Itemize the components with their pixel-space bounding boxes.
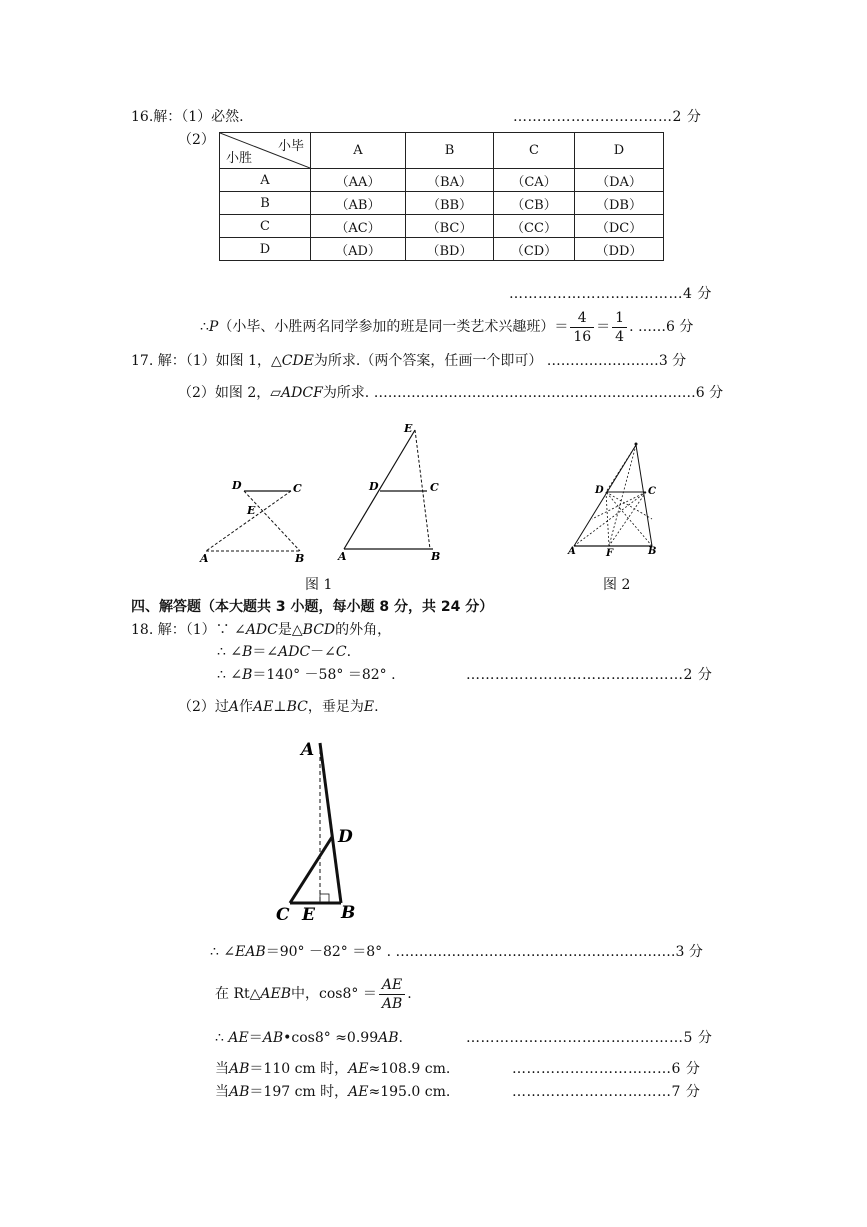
prob-text: （小毕、小胜两名同学参加的班是同一类艺术兴趣班）＝ [218,319,569,335]
q17-line1: 17. 解：（1）如图 1，△CDE为所求.（两个答案，任画一个即可） ……………………3 分 [131,353,687,369]
figure2-caption: 图 2 [603,577,631,593]
q18-text: 作 [239,699,254,715]
section-4-heading: 四、解答题（本大题共 3 小题，每小题 8 分，共 24 分） [131,599,494,615]
q18-text: ∴ ∠ [217,667,243,683]
label-C: C [293,482,302,495]
label-A: A [338,550,347,563]
q16-score3: 6 分 [666,319,694,335]
frac-den: 4 [615,328,625,345]
col-header: B [406,133,494,169]
q18-score2: 3 分 [675,944,703,960]
label-B: B [341,903,356,923]
q18-var: EAB [235,944,266,960]
q18-var: ADC [245,622,278,638]
q18-text: 中，cos8° ＝ [291,986,377,1002]
q18-var: AB [378,1030,399,1046]
label-D: D [369,480,379,493]
q16-score2-leader: ………………………………4 分 [509,286,712,302]
q18-line7 [215,1029,403,1047]
table-cell: （DA） [575,169,664,192]
q17-text: 为所求. [322,385,370,401]
table-cell: （BC） [406,215,494,238]
label-A: A [200,552,209,565]
q18-text: ＝110 cm 时， [249,1061,349,1077]
table-cell: （DC） [575,215,664,238]
q18-text: •cos8° ≈0.99 [283,1030,379,1046]
frac-den: AB [381,995,403,1012]
q18-text: ＝ [248,1030,263,1046]
row-header: C [220,215,311,238]
q18-var: AE [348,1084,369,1100]
q18-text: 在 Rt△ [215,986,261,1002]
label-C: C [648,486,656,497]
q18-var: B [242,667,253,683]
parallelogram-icon: ▱ [270,385,282,401]
q18-var: BC [286,699,308,715]
q18-var: A [228,699,240,715]
table-header-diagonal [220,133,311,169]
col-header: C [494,133,575,169]
label-A: A [568,546,576,557]
label-D: D [595,485,604,496]
figure1-caption: 图 1 [305,577,333,593]
q18-var: AE [253,699,274,715]
prob-symbol: P [208,319,219,335]
q16-score2: 4 分 [683,286,712,302]
frac-num: AE [379,976,405,995]
table-cell: （AC） [311,215,406,238]
q18-text: ≈195.0 cm. [368,1084,451,1100]
table-cell: （CC） [494,215,575,238]
q18-var: BCD [302,622,336,638]
q18-line1 [131,621,391,639]
q17-var: CDE [281,353,314,369]
q18-text: . [407,986,412,1002]
table-cell: （AA） [311,169,406,192]
q18-text: ≈108.9 cm. [368,1061,451,1077]
q18-line8 [215,1060,450,1078]
table-cell: （AD） [311,238,406,261]
figure1-hourglass [196,476,316,566]
q18-var: AB [262,1030,284,1046]
q17-var: ADCF [281,385,323,401]
q18-text: ＝90° －82° ＝8° . [265,944,392,960]
table-cell: （DB） [575,192,664,215]
q18-var: AE [228,1030,249,1046]
q18-score5-leader: ……………………………7 分 [512,1084,701,1100]
table-cell: （BB） [406,192,494,215]
label-F: F [606,548,614,559]
row-header: B [220,192,311,215]
q17-text: 为所求.（两个答案，任画一个即可） [313,353,543,369]
frac-den: 16 [573,328,592,345]
q18-text: ∴ ∠ [217,644,243,660]
q18-text: . [398,1030,403,1046]
q17-score1: 3 分 [658,353,687,369]
col-header: D [575,133,664,169]
table-cell: （CB） [494,192,575,215]
q18-text: ∴ ∠ [210,944,236,960]
q17-text: （2）如图 2， [178,385,271,401]
q16-score1: 2 分 [672,109,702,125]
table-row [220,169,664,192]
q18-line3 [217,666,396,684]
fraction-4-16 [570,309,594,346]
label-E: E [302,905,315,925]
q18-text: ，垂足为 [307,699,364,715]
table-cell: （BA） [406,169,494,192]
q18-var: C [335,644,347,660]
q18-var: AEB [260,986,292,1002]
frac-num: 1 [612,309,627,328]
label-A: A [301,740,315,760]
q18-text: 18. 解：（1）∵ ∠ [131,622,246,638]
therefore-sign: ∴ [200,319,209,335]
table-row [220,238,664,261]
q18-text: . [346,644,352,660]
q18-text: ∴ [215,1030,224,1046]
equals: ＝ [596,319,611,335]
q18-score4: 6 分 [671,1061,701,1077]
q18-var: AB [229,1061,250,1077]
q18-text: ＝∠ [252,644,279,660]
q18-line9 [215,1083,450,1101]
q18-line2 [217,643,351,661]
fraction-ae-ab [379,976,405,1013]
q18-text: ＝140° －58° ＝82° . [252,667,396,683]
label-E: E [247,504,256,517]
q18-line5: ∴ ∠EAB＝90° －82° ＝8° . ……………………………………………………3 分 [210,944,703,960]
row-header: D [220,238,311,261]
q18-line4 [178,698,379,716]
table-cell: （BD） [406,238,494,261]
table-cell: （CD） [494,238,575,261]
q18-text: 的外角， [335,622,392,638]
q18-var: B [242,644,253,660]
table-cell: （CA） [494,169,575,192]
q18-score3-leader: ………………………………………5 分 [466,1030,713,1046]
q16-probability: ∴P（小毕、小胜两名同学参加的班是同一类艺术兴趣班）＝ $\frac{4}{16}$ ＝ $\frac{1}{4}$ . ……6 分 [200,309,694,345]
q18-score4-leader: ……………………………6 分 [512,1061,701,1077]
q18-text: 当 [215,1061,229,1077]
apex-dot [635,443,638,446]
table-cell: （DD） [575,238,664,261]
label-B: B [295,552,305,565]
period: . [629,319,634,335]
header-left: 小胜 [226,151,253,166]
outcome-table [219,132,664,261]
fraction-1-4 [612,309,627,346]
header-top: 小毕 [277,139,304,154]
q17-text: 17. 解：（1）如图 1，△ [131,353,282,369]
q16-score1-leader: ……………………………2 分 [513,109,702,125]
q16-line1: 16.解：（1）必然. [131,109,244,125]
label-D: D [338,827,353,847]
q18-text: （2）过 [178,699,229,715]
frac-num: 4 [570,309,594,328]
q18-score1: 2 分 [683,667,713,683]
q18-text: ＝197 cm 时， [249,1084,349,1100]
q18-text: . [374,699,379,715]
q18-var: ADC [278,644,311,660]
figure-q18-triangle [270,735,370,927]
label-C: C [430,481,439,494]
col-header: A [311,133,406,169]
q18-text: －∠ [310,644,336,660]
q18-score5: 7 分 [671,1084,701,1100]
figure1-triangle [334,420,454,565]
q18-text: 当 [215,1084,229,1100]
q17-line2: （2）如图 2，▱ADCF为所求. ……………………………………………………………6 分 [178,385,724,401]
q18-text: ⊥ [273,699,287,715]
q17-score2: 6 分 [695,385,724,401]
label-B: B [431,550,441,563]
q18-score1-leader: ………………………………………2 分 [466,667,713,683]
q18-line6 [215,974,412,1014]
q16-part2: （2） [178,132,215,148]
figure2-parallelogram [564,437,669,562]
table-cell: （AB） [311,192,406,215]
q18-var: AE [348,1061,369,1077]
row-header: A [220,169,311,192]
label-B: B [648,546,657,557]
label-D: D [232,479,242,492]
q18-score3: 5 分 [683,1030,713,1046]
table-row [220,192,664,215]
label-C: C [276,905,290,925]
q18-var: AB [229,1084,250,1100]
q18-text: 是△ [277,622,303,638]
q18-var: E [363,699,375,715]
table-row [220,215,664,238]
label-E: E [404,422,413,435]
